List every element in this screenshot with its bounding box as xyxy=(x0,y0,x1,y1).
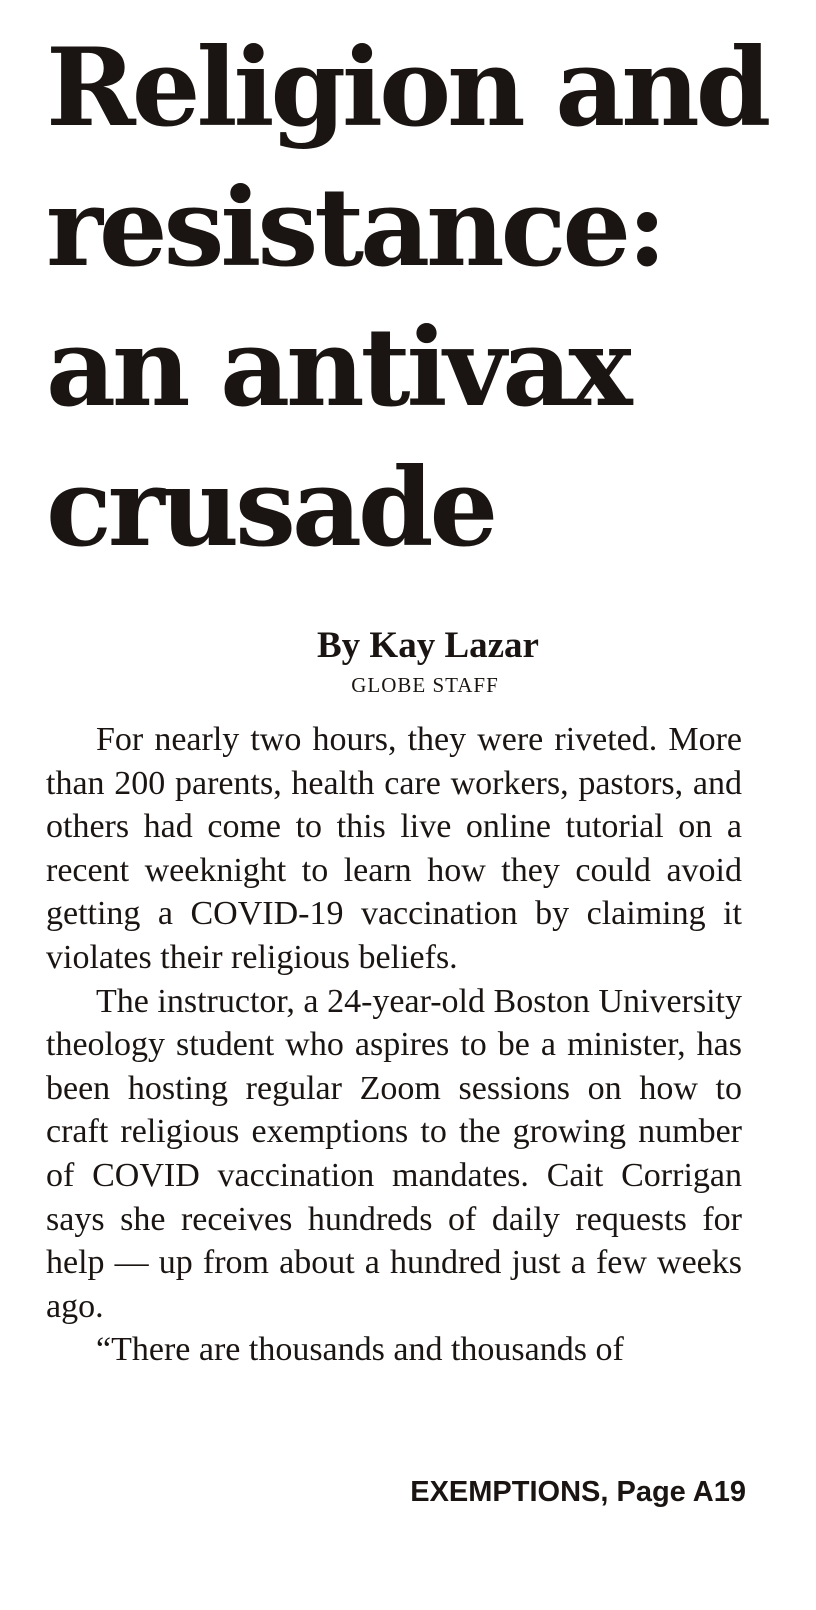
article-body xyxy=(46,718,742,1372)
byline-author: By Kay Lazar xyxy=(317,625,539,666)
paragraph-3: “There are thousands and thousands of xyxy=(96,1331,624,1369)
paragraph-1: For nearly two hours, they were riveted. More than 200 parents, health care workers, pastors, and others had come to this live online tutorial on a recent weeknight to learn how they could avoid getting a COVID-19 vaccination by claiming it violates their religious beliefs. xyxy=(46,721,742,976)
headline xyxy=(46,18,786,578)
headline-line-3: an antivax xyxy=(46,305,629,431)
headline-line-2: resistance: xyxy=(46,165,663,291)
paragraph-2: The instructor, a 24-year-old Boston University theology student who aspires to be a minister, has been hosting regular Zoom sessions on how to craft religious exemptions to the growing number of COVID vaccination mandates. Cait Corrigan says she receives hundreds of daily requests for help — up from about a hundred just a few weeks ago. xyxy=(46,982,742,1325)
byline xyxy=(0,624,816,702)
continued-on-page: EXEMPTIONS, Page A19 xyxy=(410,1476,746,1508)
byline-organization: GLOBE STAFF xyxy=(351,673,499,697)
headline-line-4: crusade xyxy=(46,445,495,571)
headline-line-1: Religion and xyxy=(46,25,768,151)
